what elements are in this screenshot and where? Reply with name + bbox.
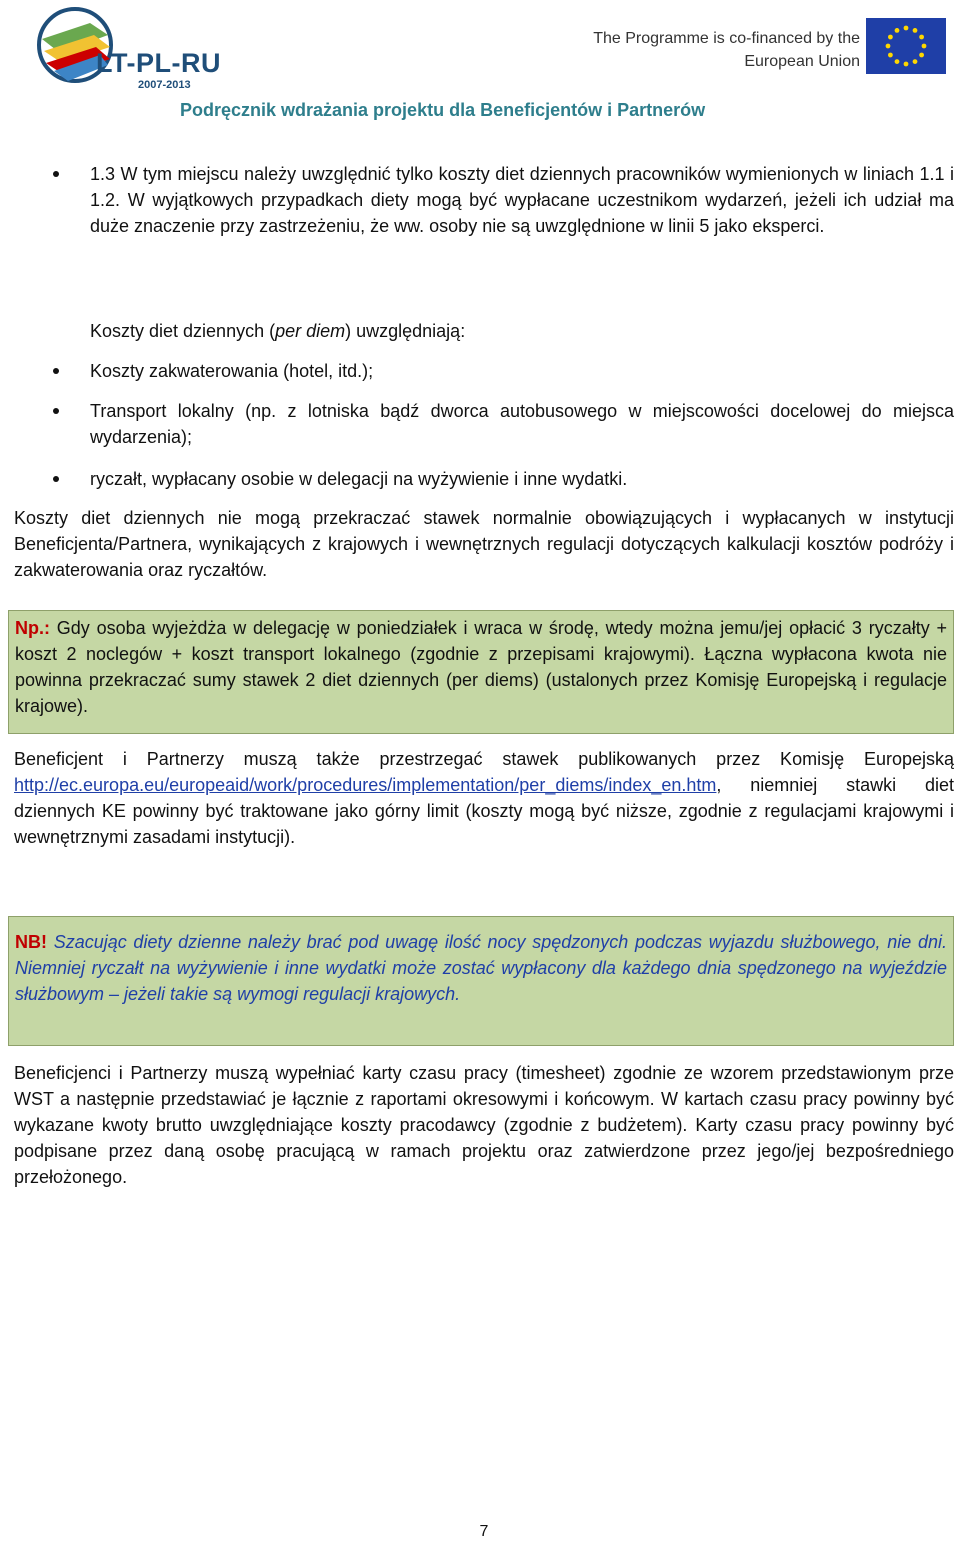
example-label: Np.: (15, 618, 50, 638)
per-diem-bullet: Transport lokalny (np. z lotniska bądź dworca autobusowego w miejscowości docelowej do miejsca wydarzenia); (90, 401, 954, 447)
per-diems-link[interactable]: http://ec.europa.eu/europeaid/work/procedures/implementation/per_diems/index_en.htm (14, 775, 717, 795)
nb-box (8, 916, 954, 1046)
eu-flag-icon (866, 18, 946, 74)
rates-text-b: , niemniej stawki diet dziennych KE powinny być traktowane jako górny limit (koszty mogą być niższe, zgodnie z regulacjami krajowymi i wewnętrznymi zasadami instytucji). (14, 775, 954, 847)
logo-years: 2007-2013 (138, 79, 191, 91)
rates-paragraph (14, 746, 954, 850)
nb-text: Szacując diety dzienne należy brać pod uwagę ilość nocy spędzonych podczas wyjazdu służbowego, nie dni. Niemniej ryczałt na wyżywienie i inne wydatki może zostać wypłacony dla każdego dnia spędzonego na wyjeździe służbowym – jeżeli takie są wymogi regulacji krajowych. (15, 932, 947, 1004)
item-1-3-paragraph: 1.3 W tym miejscu należy uwzględnić tylko koszty diet dziennych pracowników wymienionych w liniach 1.1 i 1.2. W wyjątkowych przypadkach diety mogą być wypłacane uczestnikom wydarzeń, jeżeli ich udział ma duże znaczenie przy zastrzeżeniu, że ww. osoby nie są uwzględnione w linii 5 jako eksperci. (90, 164, 954, 236)
per-diem-intro (90, 318, 954, 344)
nb-box-text (15, 929, 947, 1007)
cofinance-statement (560, 27, 860, 73)
example-text: Gdy osoba wyjeżdża w delegację w poniedziałek i wraca w środę, wtedy można jemu/jej opłacić 3 ryczałty + koszt 2 noclegów + koszt transport lokalnego (zgodnie z przepisami krajowymi). Łączna wypłacona kwota nie powinna przekraczać sumy stawek 2 diet dziennych (per diems) (ustalonych przez Komisję Europejską i regulacje krajowe). (15, 618, 947, 716)
page-number: 7 (479, 1523, 489, 1540)
nb-label: NB! (15, 932, 47, 952)
bullet-marker (53, 408, 59, 414)
bullet-marker (53, 476, 59, 482)
rates-text-a: Beneficjent i Partnerzy muszą także przestrzegać stawek publikowanych przez Komisję Europejską (14, 749, 954, 769)
bullet-marker (53, 171, 59, 177)
limits-paragraph: Koszty diet dziennych nie mogą przekraczać stawek normalnie obowiązujących i wypłacanych w instytucji Beneficjenta/Partnera, wynikających z krajowych i wewnętrznych regulacji dotyczących kalkulacji kosztów podróży i zakwaterowania oraz ryczałtów. (14, 508, 954, 580)
page-header (0, 0, 960, 130)
timesheet-paragraph: Beneficjenci i Partnerzy muszą wypełniać karty czasu pracy (timesheet) zgodnie ze wzorem przedstawionym prze WST a następnie przedstawiać je łącznie z raportami okresowymi i końcowym. W kartach czasu pracy powinny być wykazane kwoty brutto uwzględniające koszty pracodawcy (zgodnie z budżetem). Karty czasu pracy powinny być podpisane przez daną osobę pracującą w ramach projektu oraz zatwierdzone przez jego/jej bezpośredniego przełożonego. (14, 1063, 954, 1187)
logo-text: LT-PL-RU (96, 48, 221, 78)
per-diem-intro-italic: per diem (275, 321, 346, 341)
document-subtitle: Podręcznik wdrażania projektu dla Beneficjentów i Partnerów (180, 100, 706, 120)
example-box-text (15, 615, 947, 719)
example-box (8, 610, 954, 734)
per-diem-bullet: Koszty zakwaterowania (hotel, itd.); (90, 361, 374, 381)
bullet-marker (53, 368, 59, 374)
per-diem-intro-b: ) uwzględniają: (345, 321, 466, 341)
per-diem-bullet: ryczałt, wypłacany osobie w delegacji na wyżywienie i inne wydatki. (90, 469, 628, 489)
cofinance-line-1: The Programme is co-financed by the (593, 30, 860, 47)
per-diem-intro-a: Koszty diet dziennych ( (90, 321, 276, 341)
cofinance-line-2: European Union (744, 53, 860, 70)
